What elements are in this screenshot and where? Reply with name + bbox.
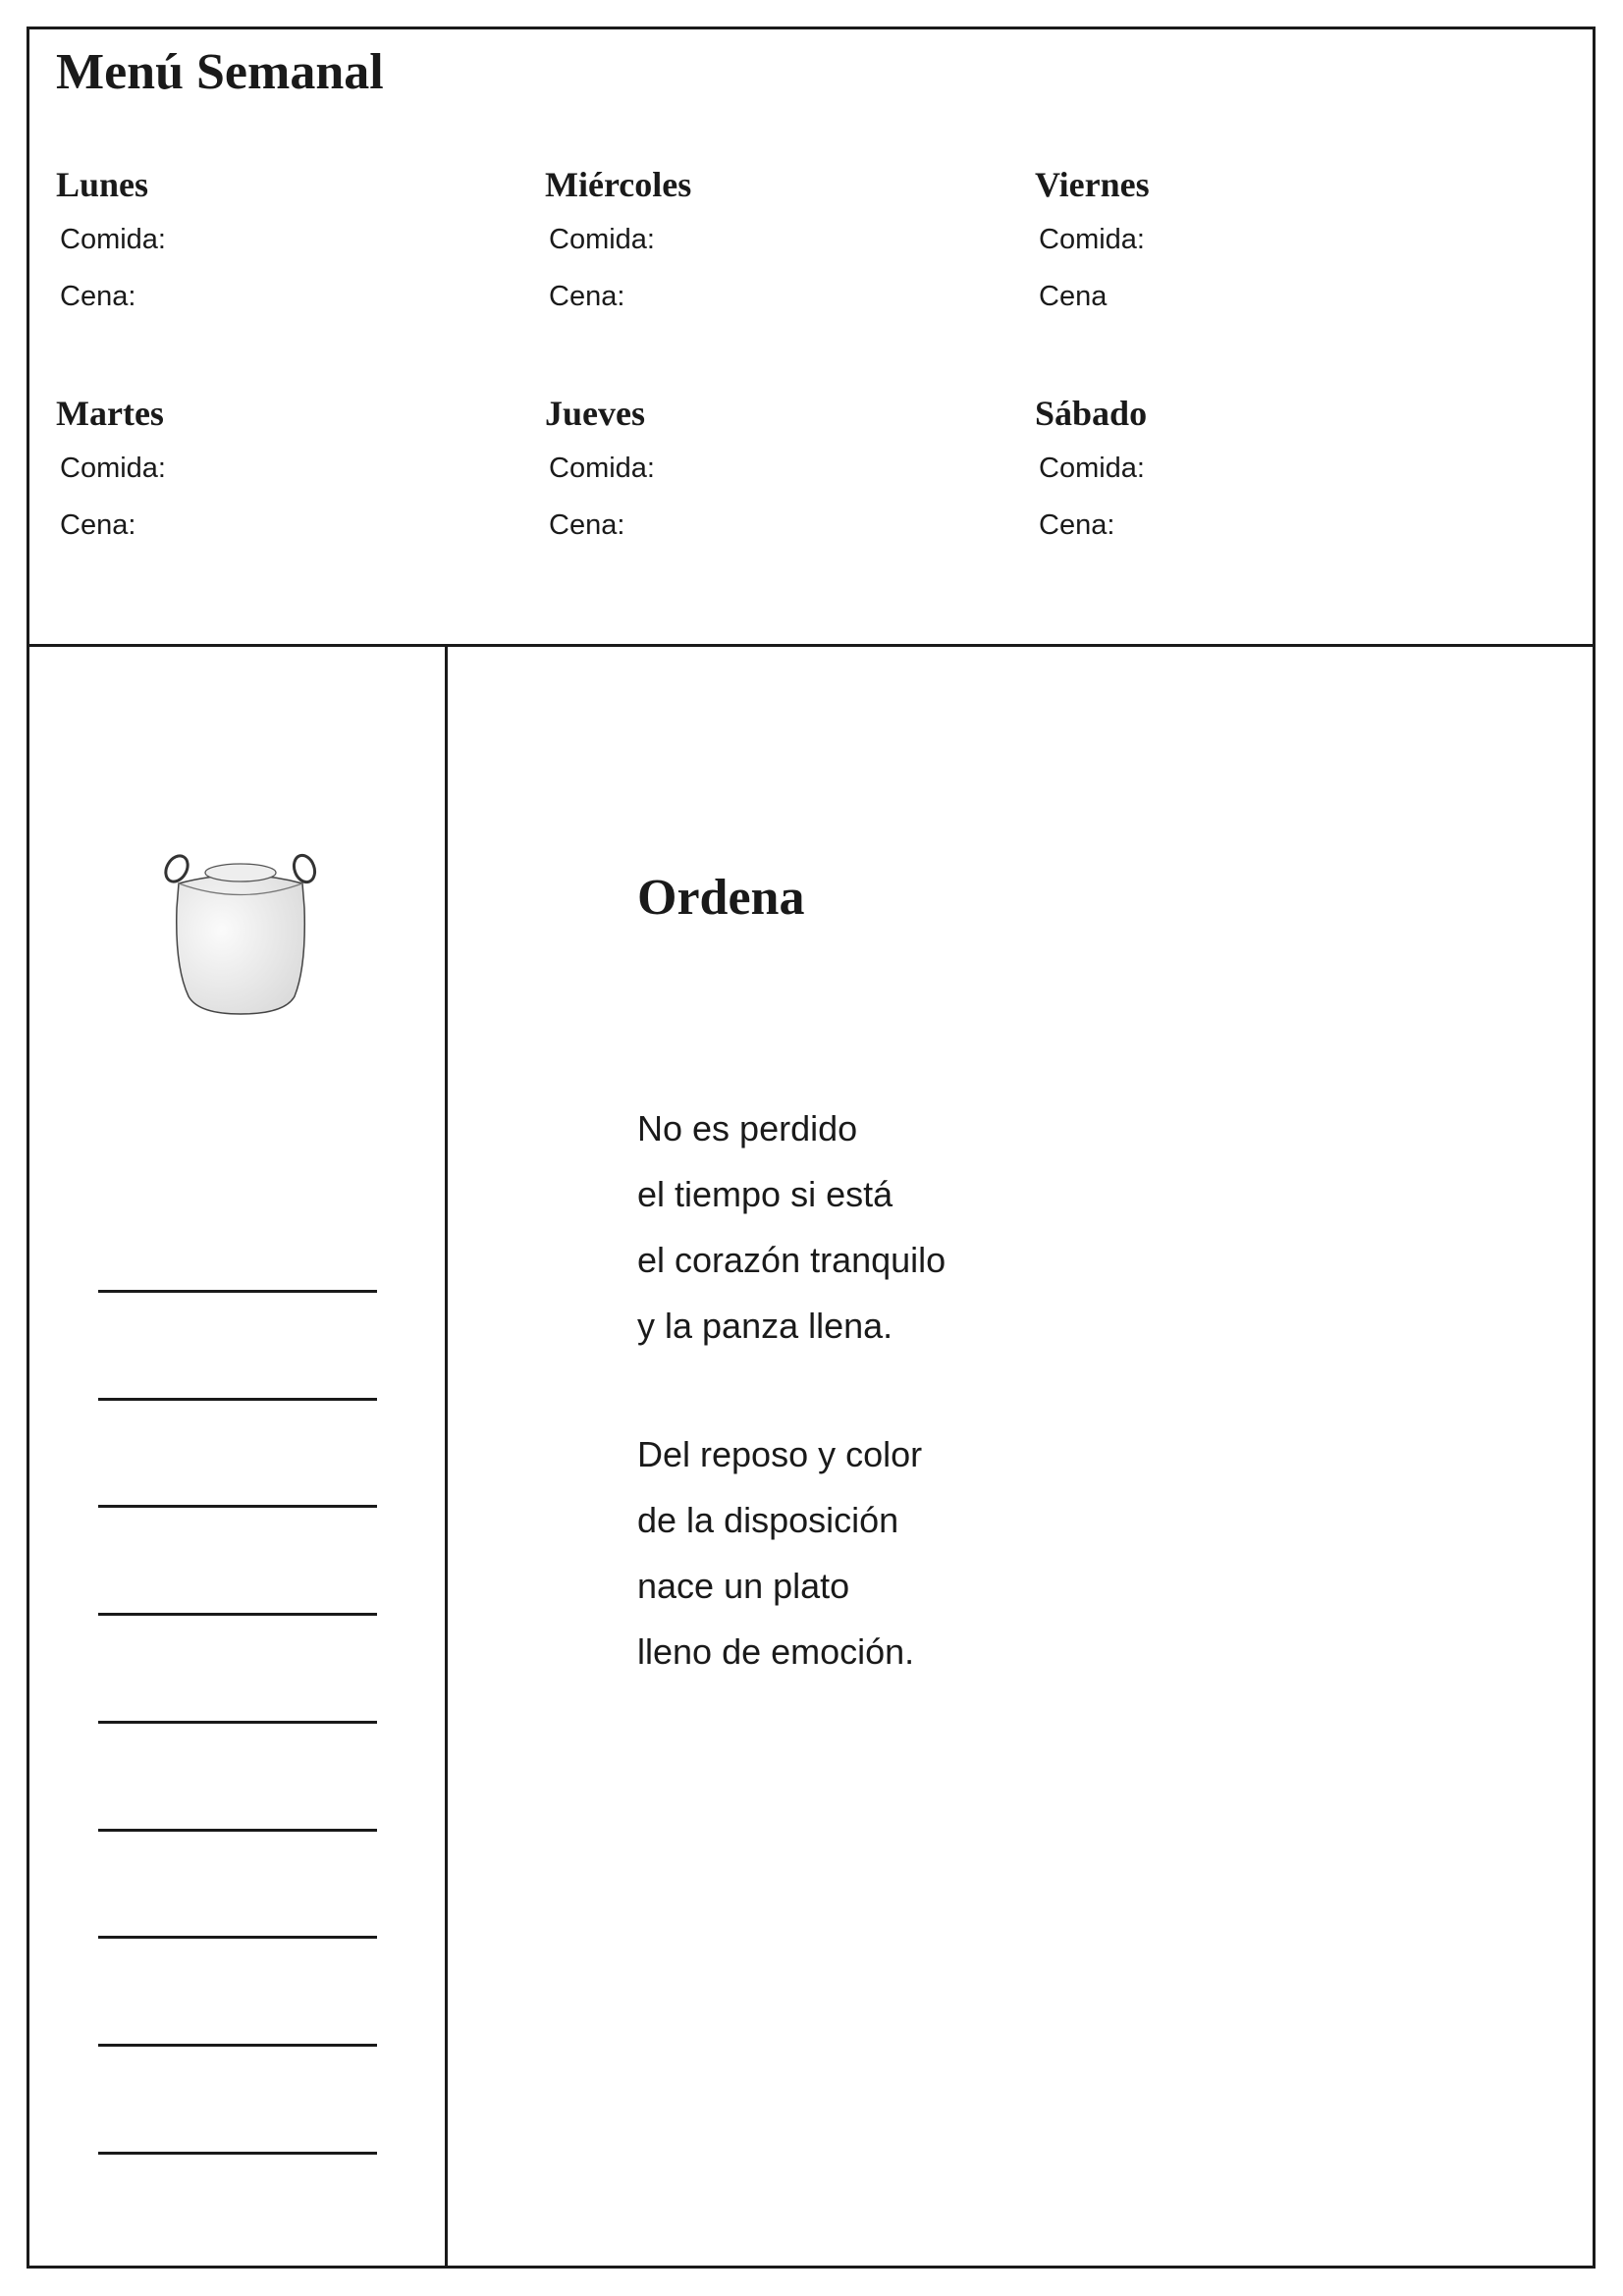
poem-line: de la disposición xyxy=(637,1500,899,1540)
day-viernes xyxy=(1035,163,1477,314)
write-line xyxy=(98,1936,377,1939)
day-name: Martes xyxy=(56,394,164,433)
divider-vertical xyxy=(445,644,448,2266)
day-name: Lunes xyxy=(56,165,149,204)
dinner-label: Cena xyxy=(1039,281,1108,312)
poem-line: nace un plato xyxy=(637,1566,850,1606)
poem-title: Ordena xyxy=(637,870,805,926)
lunch-label: Comida: xyxy=(549,453,655,484)
poem-line: Del reposo y color xyxy=(637,1434,923,1474)
day-sabado xyxy=(1035,392,1477,543)
day-lunes xyxy=(56,163,498,314)
write-line xyxy=(98,1721,377,1724)
day-name: Miércoles xyxy=(545,165,692,204)
dinner-label: Cena: xyxy=(549,509,625,541)
lunch-label: Comida: xyxy=(60,224,166,255)
clay-pot-icon xyxy=(157,839,324,1016)
poem-line: y la panza llena. xyxy=(637,1306,893,1346)
day-miercoles xyxy=(545,163,987,314)
lunch-label: Comida: xyxy=(60,453,166,484)
day-martes xyxy=(56,392,498,543)
dinner-label: Cena: xyxy=(60,281,136,312)
write-line xyxy=(98,1398,377,1401)
poem-stanza-1 xyxy=(637,1095,946,1359)
lunch-label: Comida: xyxy=(1039,453,1145,484)
poem-line: el tiempo si está xyxy=(637,1174,893,1214)
day-name: Jueves xyxy=(545,394,645,433)
dinner-label: Cena: xyxy=(1039,509,1115,541)
poem-stanza-2 xyxy=(637,1421,922,1684)
day-name: Viernes xyxy=(1035,165,1150,204)
day-name: Sábado xyxy=(1035,394,1148,433)
dinner-label: Cena: xyxy=(549,281,625,312)
lunch-label: Comida: xyxy=(1039,224,1145,255)
poem-line: el corazón tranquilo xyxy=(637,1240,947,1280)
dinner-label: Cena: xyxy=(60,509,136,541)
write-line xyxy=(98,1290,377,1293)
divider-horizontal xyxy=(27,644,1596,647)
page-title: Menú Semanal xyxy=(56,44,384,100)
lunch-label: Comida: xyxy=(549,224,655,255)
write-line xyxy=(98,1829,377,1832)
write-line xyxy=(98,1613,377,1616)
write-line xyxy=(98,2044,377,2047)
write-line xyxy=(98,2152,377,2155)
poem-line: No es perdido xyxy=(637,1108,858,1148)
day-jueves xyxy=(545,392,987,543)
write-line xyxy=(98,1505,377,1508)
poem-line: lleno de emoción. xyxy=(637,1631,915,1672)
